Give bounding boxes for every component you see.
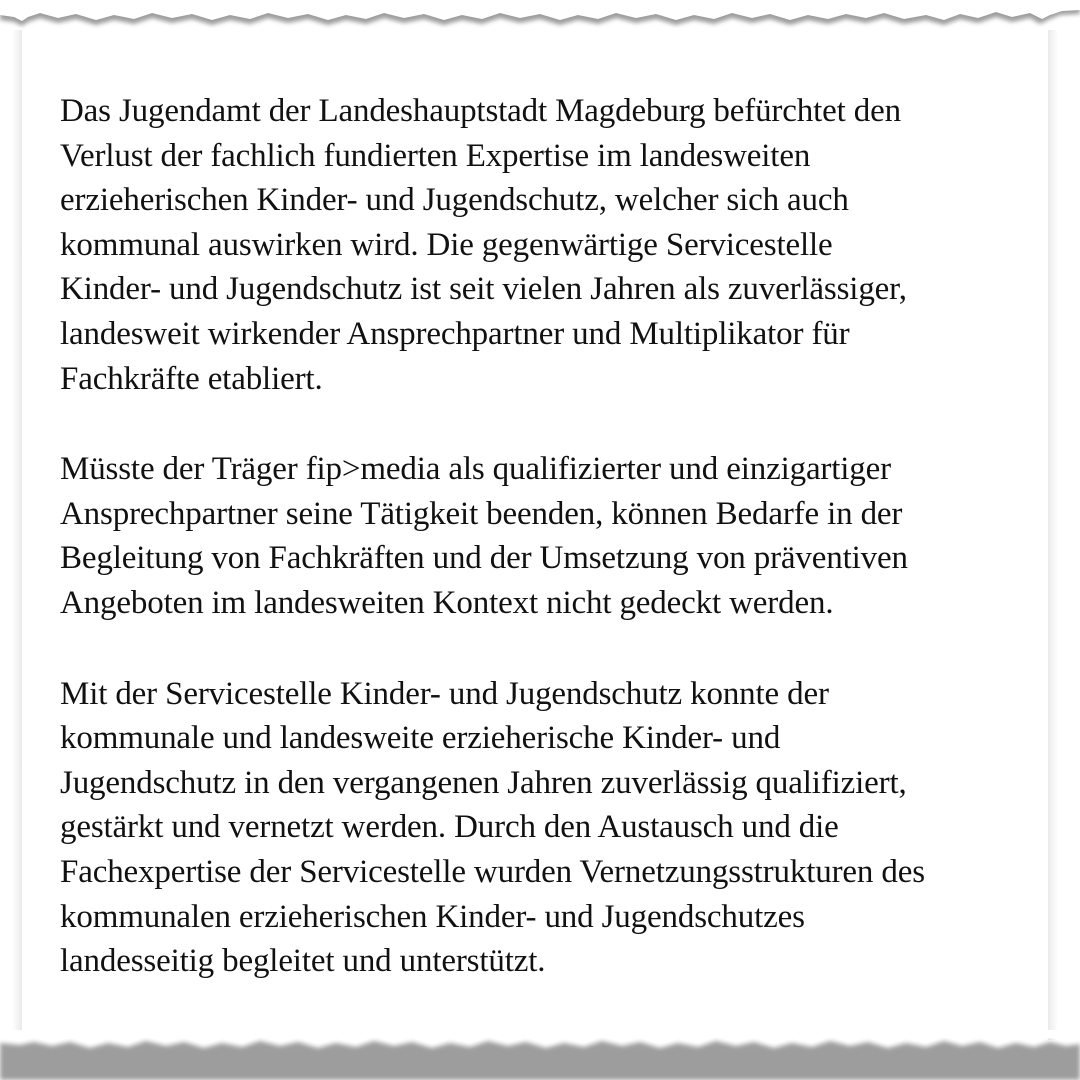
text-line: kommunal auswirken wird. Die gegenwärtige Servicestelle [60, 226, 833, 263]
text-line: landesweit wirkender Ansprechpartner und Multiplikator für [60, 315, 850, 352]
text-line: Angeboten im landesweiten Kontext nicht gedeckt werden. [60, 584, 834, 621]
text-line: Fachexpertise der Servicestelle wurden Vernetzungsstrukturen des [60, 853, 925, 890]
text-line: Begleitung von Fachkräften und der Umsetzung von präventiven [60, 540, 908, 577]
text-line: Verlust der fachlich fundierten Expertise im landesweiten [60, 137, 811, 174]
text-line: Mit der Servicestelle Kinder- und Jugendschutz konnte der [60, 675, 829, 712]
paragraph-servicestelle [60, 672, 1035, 984]
text-line: Jugendschutz in den vergangenen Jahren zuverlässig qualifiziert, [60, 764, 907, 801]
paragraph-traeger [60, 447, 1035, 625]
document-body [60, 89, 1035, 1030]
paragraph-jugendamt [60, 89, 1035, 401]
torn-top-edge [0, 0, 1080, 50]
text-line: Fachkräfte etabliert. [60, 360, 323, 397]
text-line: gestärkt und vernetzt werden. Durch den Austausch und die [60, 809, 839, 846]
text-line: kommunale und landesweite erzieherische Kinder- und [60, 720, 781, 757]
text-line: kommunalen erzieherischen Kinder- und Jugendschutzes [60, 898, 805, 935]
text-line: Das Jugendamt der Landeshauptstadt Magdeburg befürchtet den [60, 93, 901, 129]
text-line: Kinder- und Jugendschutz ist seit vielen Jahren als zuverlässiger, [60, 271, 907, 308]
text-line: erzieherischen Kinder- und Jugendschutz, welcher sich auch [60, 182, 849, 219]
text-line: Ansprechpartner seine Tätigkeit beenden, können Bedarfe in der [60, 495, 903, 532]
torn-bottom-edge [0, 1030, 1080, 1080]
text-line: landesseitig begleitet und unterstützt. [60, 943, 546, 980]
text-line: Müsste der Träger fip>media als qualifizierter und einzigartiger [60, 451, 891, 488]
